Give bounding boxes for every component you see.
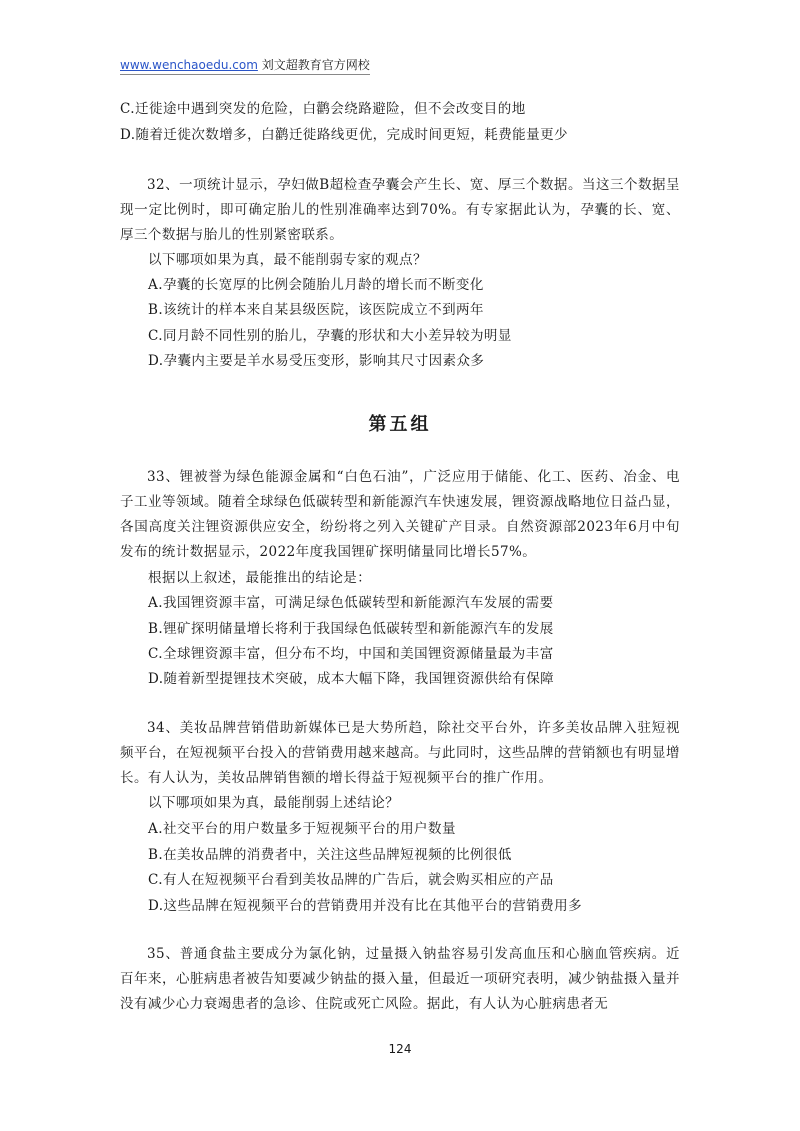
q34-option-a: A.社交平台的用户数量多于短视频平台的用户数量 [148, 821, 456, 837]
q34-stem: 34、美妆品牌营销借助新媒体已是大势所趋，除社交平台外，许多美妆品牌入驻短视频平台，在短视频平台投入的营销费用越来越高。与此同时，这些品牌的营销额也有明显增长。有人认为，美妆品牌销售额的增长得益于短视频平台的推广作用。 [120, 720, 680, 786]
q33-question: 根据以上叙述，最能推出的结论是： [148, 570, 372, 586]
site-url-link[interactable]: www.wenchaoedu.com [120, 58, 258, 72]
q33-option-c: C.全球锂资源丰富，但分布不均，中国和美国锂资源储量最为丰富 [148, 646, 554, 662]
q33-option-b: B.锂矿探明储量增长将利于我国绿色低碳转型和新能源汽车的发展 [148, 621, 554, 637]
page-number: 124 [388, 1042, 412, 1056]
q32-question: 以下哪项如果为真，最不能削弱专家的观点？ [148, 252, 427, 268]
site-name: 刘文超教育官方网校 [261, 58, 370, 72]
q34-question: 以下哪项如果为真，最能削弱上述结论？ [148, 795, 400, 811]
page-header [120, 56, 370, 75]
q32-option-b: B.该统计的样本来自某县级医院，该医院成立不到两年 [148, 302, 484, 318]
q33-option-d: D.随着新型提锂技术突破，成本大幅下降，我国锂资源供给有保障 [148, 671, 555, 687]
q31-option-d: D.随着迁徙次数增多，白鹳迁徙路线更优，完成时间更短，耗费能量更少 [120, 127, 568, 143]
q32-option-d: D.孕囊内主要是羊水易受压变形，影响其尺寸因素众多 [148, 353, 485, 369]
q34-option-d: D.这些品牌在短视频平台的营销费用并没有比在其他平台的营销费用多 [148, 898, 583, 914]
q33-stem: 33、锂被誉为绿色能源金属和“白色石油”，广泛应用于储能、化工、医药、冶金、电子工业等领域。随着全球绿色低碳转型和新能源汽车快速发展，锂资源战略地位日益凸显，各国高度关注锂资源供应安全，纷纷将之列入关键矿产目录。自然资源部2023年6月中旬发布的统计数据显示，2022年度我国锂矿探明储量同比增长57%。 [120, 469, 680, 560]
q34-option-c: C.有人在短视频平台看到美妆品牌的广告后，就会购买相应的产品 [148, 872, 554, 888]
q32-option-a: A.孕囊的长宽厚的比例会随胎儿月龄的增长而不断变化 [148, 277, 484, 293]
q33-option-a: A.我国锂资源丰富，可满足绿色低碳转型和新能源汽车发展的需要 [148, 595, 554, 611]
section-title: 第五组 [368, 414, 432, 435]
q35-stem: 35、普通食盐主要成分为氯化钠，过量摄入钠盐容易引发高血压和心脑血管疾病。近百年来，心脏病患者被告知要减少钠盐的摄入量，但最近一项研究表明，减少钠盐摄入量并没有减少心力衰竭患者的急诊、住院或死亡风险。据此，有人认为心脏病患者无 [120, 946, 680, 1012]
q34-option-b: B.在美妆品牌的消费者中，关注这些品牌短视频的比例很低 [148, 847, 512, 863]
q32-option-c: C.同月龄不同性别的胎儿，孕囊的形状和大小差异较为明显 [148, 328, 512, 344]
q32-stem: 32、一项统计显示，孕妇做B超检查孕囊会产生长、宽、厚三个数据。当这三个数据呈现一定比例时，即可确定胎儿的性别准确率达到70%。有专家据此认为，孕囊的长、宽、厚三个数据与胎儿的性别紧密联系。 [120, 177, 680, 243]
q31-option-c: C.迁徙途中遇到突发的危险，白鹳会绕路避险，但不会改变目的地 [120, 101, 526, 117]
